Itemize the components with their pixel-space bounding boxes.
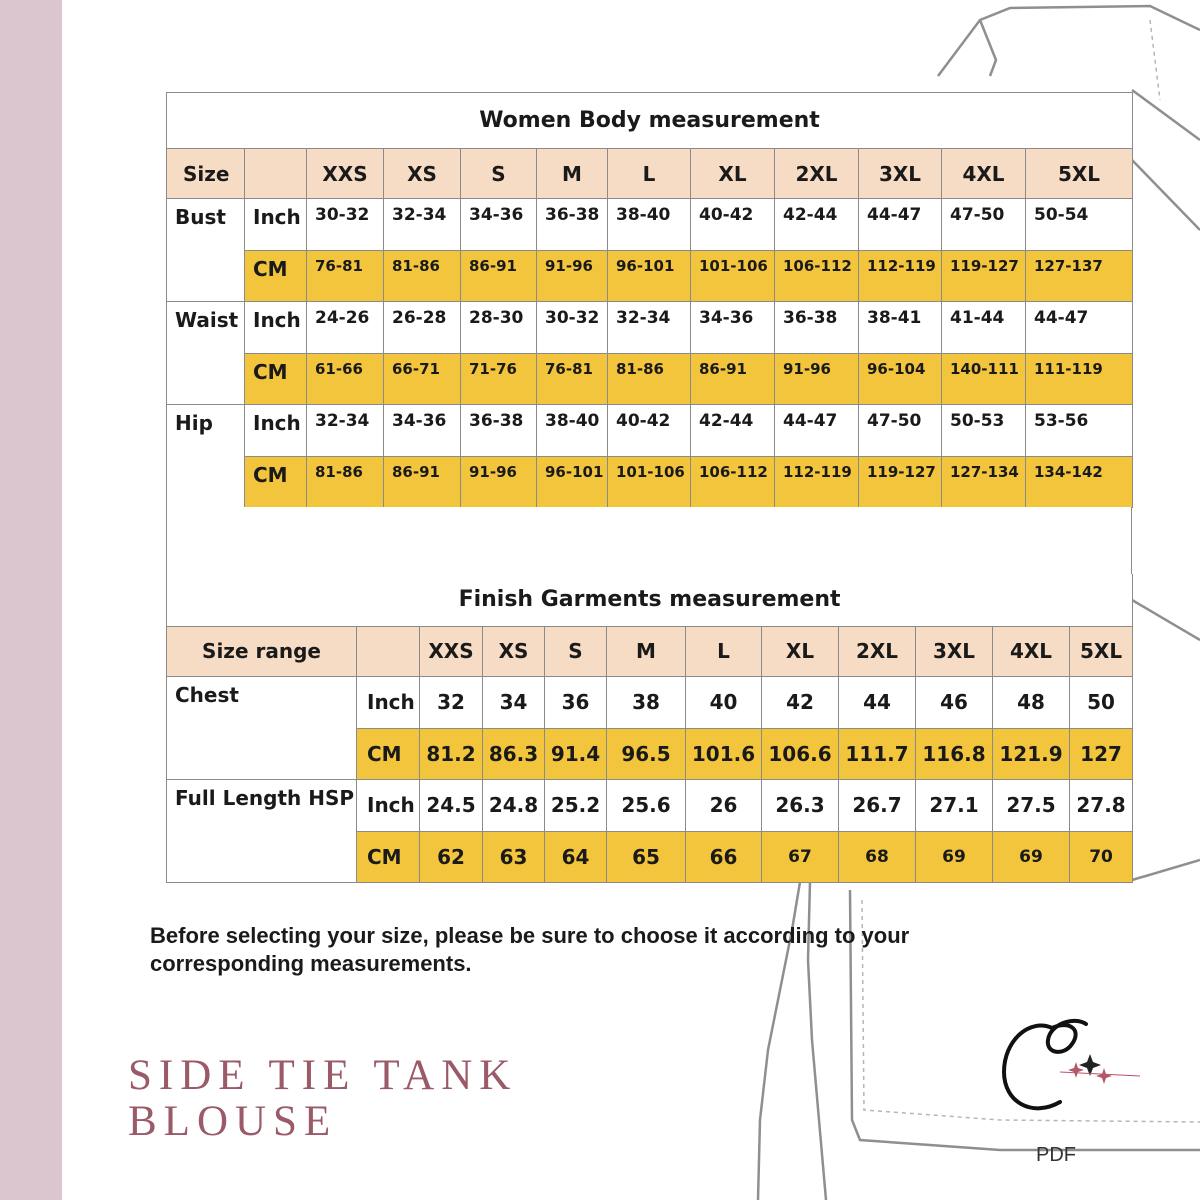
waist-inch-cell: 32-34 <box>608 302 691 354</box>
length-inch-cell: 27.8 <box>1070 779 1133 831</box>
hip-inch-cell: 34-36 <box>384 405 461 457</box>
length-cm-cell: 69 <box>993 831 1070 882</box>
unit-cm-label: CM <box>357 831 420 882</box>
length-cm-cell: 69 <box>916 831 993 882</box>
chest-cm-cell: 81.2 <box>420 728 483 779</box>
body-size-label: Size <box>167 149 245 199</box>
garment-size-label: Size range <box>167 626 357 676</box>
pdf-label: PDF <box>1036 1144 1076 1166</box>
hip-cm-cell: 86-91 <box>384 457 461 508</box>
garment-size-header: L <box>686 626 762 676</box>
hip-cm-cell: 81-86 <box>307 457 384 508</box>
length-cm-cell: 63 <box>483 831 545 882</box>
hip-cm-cell: 101-106 <box>608 457 691 508</box>
chest-inch-cell: 32 <box>420 676 483 728</box>
length-inch-cell: 27.1 <box>916 779 993 831</box>
unit-inch-label: Inch <box>245 199 307 251</box>
length-cm-cell: 67 <box>762 831 839 882</box>
waist-inch-cell: 38-41 <box>859 302 942 354</box>
unit-cm-label: CM <box>245 457 307 508</box>
hip-cm-cell: 119-127 <box>859 457 942 508</box>
garment-size-header: S <box>545 626 607 676</box>
garment-size-header: XS <box>483 626 545 676</box>
chest-cm-cell: 101.6 <box>686 728 762 779</box>
waist-inch-cell: 36-38 <box>775 302 859 354</box>
unit-inch-label: Inch <box>245 405 307 457</box>
waist-cm-cell: 71-76 <box>461 354 537 405</box>
product-title-line1: SIDE TIE TANK <box>128 1052 518 1099</box>
bust-inch-cell: 47-50 <box>942 199 1026 251</box>
unit-inch-label: Inch <box>245 302 307 354</box>
body-table-title: Women Body measurement <box>167 93 1133 149</box>
length-inch-cell: 24.8 <box>483 779 545 831</box>
bust-inch-cell: 44-47 <box>859 199 942 251</box>
waist-cm-cell: 81-86 <box>608 354 691 405</box>
hip-inch-cell: 36-38 <box>461 405 537 457</box>
garment-header-blank <box>357 626 420 676</box>
length-inch-cell: 26 <box>686 779 762 831</box>
waist-label: Waist <box>167 302 245 405</box>
bust-inch-cell: 36-38 <box>537 199 608 251</box>
length-cm-cell: 65 <box>607 831 686 882</box>
waist-cm-cell: 61-66 <box>307 354 384 405</box>
chest-cm-cell: 106.6 <box>762 728 839 779</box>
waist-cm-cell: 96-104 <box>859 354 942 405</box>
chest-cm-cell: 116.8 <box>916 728 993 779</box>
chest-cm-cell: 127 <box>1070 728 1133 779</box>
bust-inch-cell: 38-40 <box>608 199 691 251</box>
waist-cm-cell: 140-111 <box>942 354 1026 405</box>
bust-cm-cell: 101-106 <box>691 251 775 302</box>
chest-inch-cell: 38 <box>607 676 686 728</box>
garment-size-header: 4XL <box>993 626 1070 676</box>
hip-inch-cell: 50-53 <box>942 405 1026 457</box>
chest-cm-cell: 96.5 <box>607 728 686 779</box>
garment-size-header: 3XL <box>916 626 993 676</box>
bust-cm-cell: 81-86 <box>384 251 461 302</box>
hip-inch-cell: 44-47 <box>775 405 859 457</box>
bust-cm-cell: 91-96 <box>537 251 608 302</box>
chest-cm-cell: 86.3 <box>483 728 545 779</box>
women-body-measurement-table <box>166 92 1133 508</box>
bust-cm-cell: 112-119 <box>859 251 942 302</box>
product-title-line2: BLOUSE <box>128 1098 338 1145</box>
chest-inch-cell: 48 <box>993 676 1070 728</box>
waist-cm-cell: 66-71 <box>384 354 461 405</box>
waist-inch-cell: 41-44 <box>942 302 1026 354</box>
hip-inch-cell: 32-34 <box>307 405 384 457</box>
chest-label: Chest <box>167 676 357 779</box>
waist-inch-cell: 44-47 <box>1026 302 1133 354</box>
length-cm-cell: 64 <box>545 831 607 882</box>
full-length-hsp-label: Full Length HSP <box>167 779 357 882</box>
bust-cm-cell: 86-91 <box>461 251 537 302</box>
chest-cm-cell: 111.7 <box>839 728 916 779</box>
chest-inch-cell: 36 <box>545 676 607 728</box>
bust-inch-cell: 34-36 <box>461 199 537 251</box>
waist-inch-cell: 24-26 <box>307 302 384 354</box>
hip-inch-cell: 42-44 <box>691 405 775 457</box>
chest-inch-cell: 50 <box>1070 676 1133 728</box>
hip-cm-cell: 106-112 <box>691 457 775 508</box>
waist-cm-cell: 111-119 <box>1026 354 1133 405</box>
hip-inch-cell: 40-42 <box>608 405 691 457</box>
hip-label: Hip <box>167 405 245 508</box>
body-size-header: XXS <box>307 149 384 199</box>
hip-cm-cell: 112-119 <box>775 457 859 508</box>
length-cm-cell: 66 <box>686 831 762 882</box>
hip-cm-cell: 127-134 <box>942 457 1026 508</box>
unit-cm-label: CM <box>245 251 307 302</box>
bust-cm-cell: 119-127 <box>942 251 1026 302</box>
chest-inch-cell: 42 <box>762 676 839 728</box>
body-size-header: 2XL <box>775 149 859 199</box>
length-cm-cell: 70 <box>1070 831 1133 882</box>
garment-table-title: Finish Garments measurement <box>167 574 1133 626</box>
waist-inch-cell: 30-32 <box>537 302 608 354</box>
length-inch-cell: 25.2 <box>545 779 607 831</box>
bust-cm-cell: 76-81 <box>307 251 384 302</box>
length-inch-cell: 26.3 <box>762 779 839 831</box>
length-inch-cell: 27.5 <box>993 779 1070 831</box>
body-size-header: M <box>537 149 608 199</box>
waist-cm-cell: 76-81 <box>537 354 608 405</box>
body-size-header: 4XL <box>942 149 1026 199</box>
garment-size-header: XXS <box>420 626 483 676</box>
unit-inch-label: Inch <box>357 676 420 728</box>
unit-cm-label: CM <box>245 354 307 405</box>
product-title <box>128 1053 728 1145</box>
length-inch-cell: 26.7 <box>839 779 916 831</box>
bust-label: Bust <box>167 199 245 302</box>
chest-inch-cell: 34 <box>483 676 545 728</box>
hip-inch-cell: 47-50 <box>859 405 942 457</box>
chest-cm-cell: 91.4 <box>545 728 607 779</box>
bust-inch-cell: 30-32 <box>307 199 384 251</box>
unit-cm-label: CM <box>357 728 420 779</box>
waist-cm-cell: 91-96 <box>775 354 859 405</box>
waist-cm-cell: 86-91 <box>691 354 775 405</box>
script-c-sparkle-logo-icon <box>990 1010 1150 1120</box>
garment-size-header: M <box>607 626 686 676</box>
body-size-header: XL <box>691 149 775 199</box>
body-header-blank <box>245 149 307 199</box>
body-size-header: L <box>608 149 691 199</box>
length-inch-cell: 24.5 <box>420 779 483 831</box>
hip-inch-cell: 38-40 <box>537 405 608 457</box>
waist-inch-cell: 26-28 <box>384 302 461 354</box>
bust-inch-cell: 40-42 <box>691 199 775 251</box>
hip-cm-cell: 134-142 <box>1026 457 1133 508</box>
chest-inch-cell: 44 <box>839 676 916 728</box>
table-spacer <box>166 507 1132 574</box>
waist-inch-cell: 34-36 <box>691 302 775 354</box>
finish-garments-measurement-table <box>166 574 1133 883</box>
unit-inch-label: Inch <box>357 779 420 831</box>
length-inch-cell: 25.6 <box>607 779 686 831</box>
bust-inch-cell: 42-44 <box>775 199 859 251</box>
chest-inch-cell: 40 <box>686 676 762 728</box>
size-selection-note: Before selecting your size, please be sure to choose it according to your corresponding measurements. <box>150 923 910 976</box>
garment-size-header: 2XL <box>839 626 916 676</box>
hip-inch-cell: 53-56 <box>1026 405 1133 457</box>
garment-size-header: XL <box>762 626 839 676</box>
bust-cm-cell: 127-137 <box>1026 251 1133 302</box>
length-cm-cell: 68 <box>839 831 916 882</box>
bust-cm-cell: 106-112 <box>775 251 859 302</box>
body-size-header: 3XL <box>859 149 942 199</box>
body-size-header: XS <box>384 149 461 199</box>
chest-inch-cell: 46 <box>916 676 993 728</box>
length-cm-cell: 62 <box>420 831 483 882</box>
body-size-header: S <box>461 149 537 199</box>
chest-cm-cell: 121.9 <box>993 728 1070 779</box>
hip-cm-cell: 91-96 <box>461 457 537 508</box>
bust-cm-cell: 96-101 <box>608 251 691 302</box>
hip-cm-cell: 96-101 <box>537 457 608 508</box>
bust-inch-cell: 50-54 <box>1026 199 1133 251</box>
body-size-header: 5XL <box>1026 149 1133 199</box>
garment-size-header: 5XL <box>1070 626 1133 676</box>
bust-inch-cell: 32-34 <box>384 199 461 251</box>
waist-inch-cell: 28-30 <box>461 302 537 354</box>
